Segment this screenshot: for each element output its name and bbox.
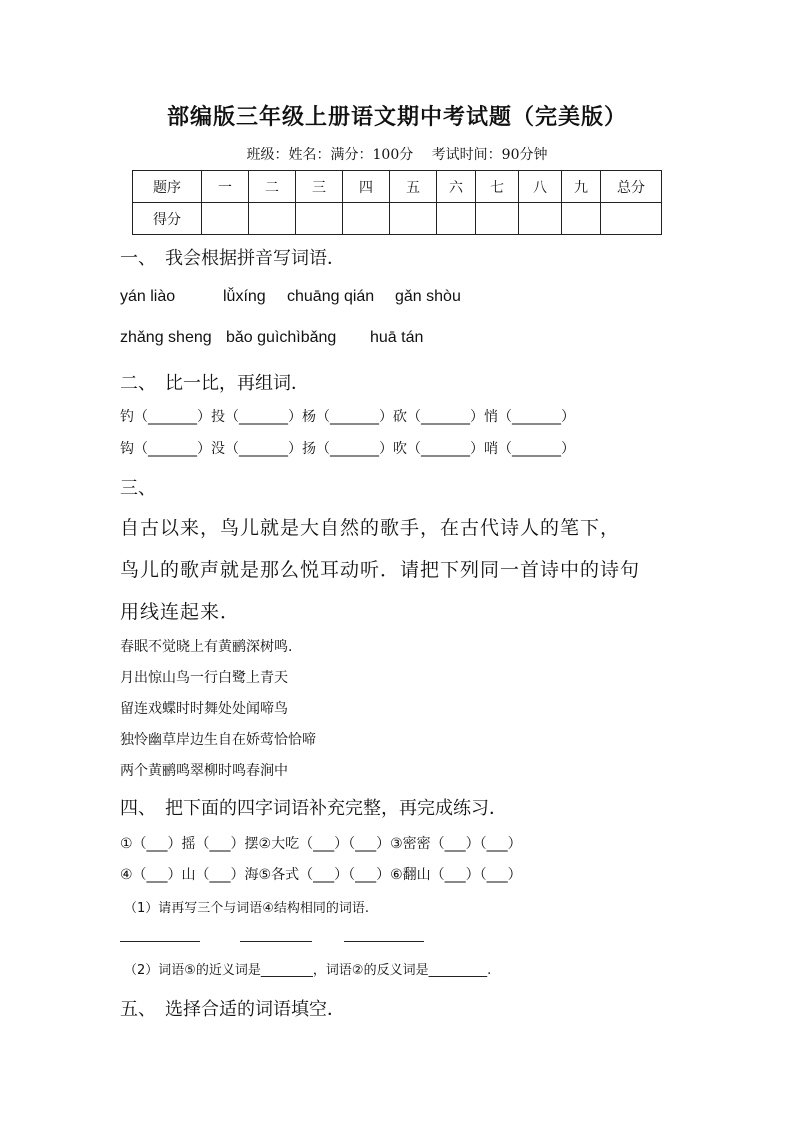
exam-info: 班级：姓名：满分：100分 考试时间：90分钟 <box>246 147 548 163</box>
section3-heading: 三、 <box>120 478 156 499</box>
score-table-score-row <box>133 203 662 235</box>
section4-question-1: （1）请再写三个与词语④结构相同的词语. <box>124 901 370 916</box>
pinyin-item: bǎo guìchìbǎng <box>226 329 337 346</box>
pinyin-item: lǚxíng <box>223 288 266 305</box>
score-cell[interactable] <box>562 203 601 235</box>
poem-line: 独怜幽草岸边生自在娇莺恰恰啼 <box>120 732 316 748</box>
score-cell[interactable] <box>296 203 343 235</box>
header-cell: 总分 <box>601 171 662 203</box>
score-cell[interactable] <box>437 203 476 235</box>
answer-line[interactable] <box>240 941 312 942</box>
answer-line[interactable] <box>344 941 424 942</box>
score-table <box>132 170 662 235</box>
score-cell[interactable] <box>249 203 296 235</box>
pinyin-item: chuāng qián <box>287 288 375 305</box>
section3-para-line: 用线连起来． <box>120 601 241 623</box>
pinyin-item: yán liào <box>120 288 176 305</box>
poem-line: 留连戏蝶时时舞处处闻啼鸟 <box>120 701 288 717</box>
row-label: 得分 <box>133 203 202 235</box>
header-cell: 八 <box>519 171 562 203</box>
score-cell[interactable] <box>476 203 519 235</box>
compare-row-1: 钓（_______）投（_______）杨（_______）砍（_______）悄（_______） <box>120 409 575 425</box>
poem-line: 春眠不觉晓上有黄鹂深树鸣. <box>120 639 293 655</box>
score-cell[interactable] <box>601 203 662 235</box>
section4-question-2: （2）词语⑤的近义词是________，词语②的反义词是_________. <box>124 963 492 978</box>
section2-heading: 二、 比一比，再组词． <box>120 373 309 394</box>
idiom-row-2: ④（___）山（___）海⑤各式（___）（___）⑥翻山（___）（___） <box>120 867 522 883</box>
header-cell: 六 <box>437 171 476 203</box>
compare-row-2: 钩（_______）没（_______）扬（_______）吹（_______）哨（_______） <box>120 441 575 457</box>
poem-line: 两个黄鹂鸣翠柳时鸣春涧中 <box>120 763 288 779</box>
pinyin-item: huā tán <box>370 329 424 346</box>
pinyin-item: zhǎng sheng <box>120 329 212 346</box>
score-cell[interactable] <box>390 203 437 235</box>
section1-heading: 一、 我会根据拼音写词语． <box>120 248 345 269</box>
section3-para-line: 自古以来，鸟儿就是大自然的歌手，在古代诗人的笔下， <box>120 517 621 539</box>
section4-heading: 四、 把下面的四字词语补充完整，再完成练习． <box>120 798 507 819</box>
poem-line: 月出惊山鸟一行白鹭上青天 <box>120 670 288 686</box>
header-cell: 九 <box>562 171 601 203</box>
score-table-header-row <box>133 171 662 203</box>
section5-heading: 五、 选择合适的词语填空． <box>120 999 345 1020</box>
pinyin-item: gǎn shòu <box>395 288 461 305</box>
answer-line[interactable] <box>120 941 200 942</box>
score-cell[interactable] <box>343 203 390 235</box>
idiom-row-1: ①（___）摇（___）摆②大吃（___）（___）③密密（___）（___） <box>120 836 522 852</box>
score-cell[interactable] <box>202 203 249 235</box>
section3-para-line: 鸟儿的歌声就是那么悦耳动听．请把下列同一首诗中的诗句 <box>120 559 641 581</box>
header-cell: 四 <box>343 171 390 203</box>
header-cell: 一 <box>202 171 249 203</box>
header-cell: 七 <box>476 171 519 203</box>
header-cell: 二 <box>249 171 296 203</box>
header-cell: 三 <box>296 171 343 203</box>
pinyin-row-2 <box>120 329 423 347</box>
pinyin-row-1 <box>120 288 461 306</box>
header-cell: 五 <box>390 171 437 203</box>
score-cell[interactable] <box>519 203 562 235</box>
page-title: 部编版三年级上册语文期中考试题（完美版） <box>166 104 627 130</box>
header-cell: 题序 <box>133 171 202 203</box>
